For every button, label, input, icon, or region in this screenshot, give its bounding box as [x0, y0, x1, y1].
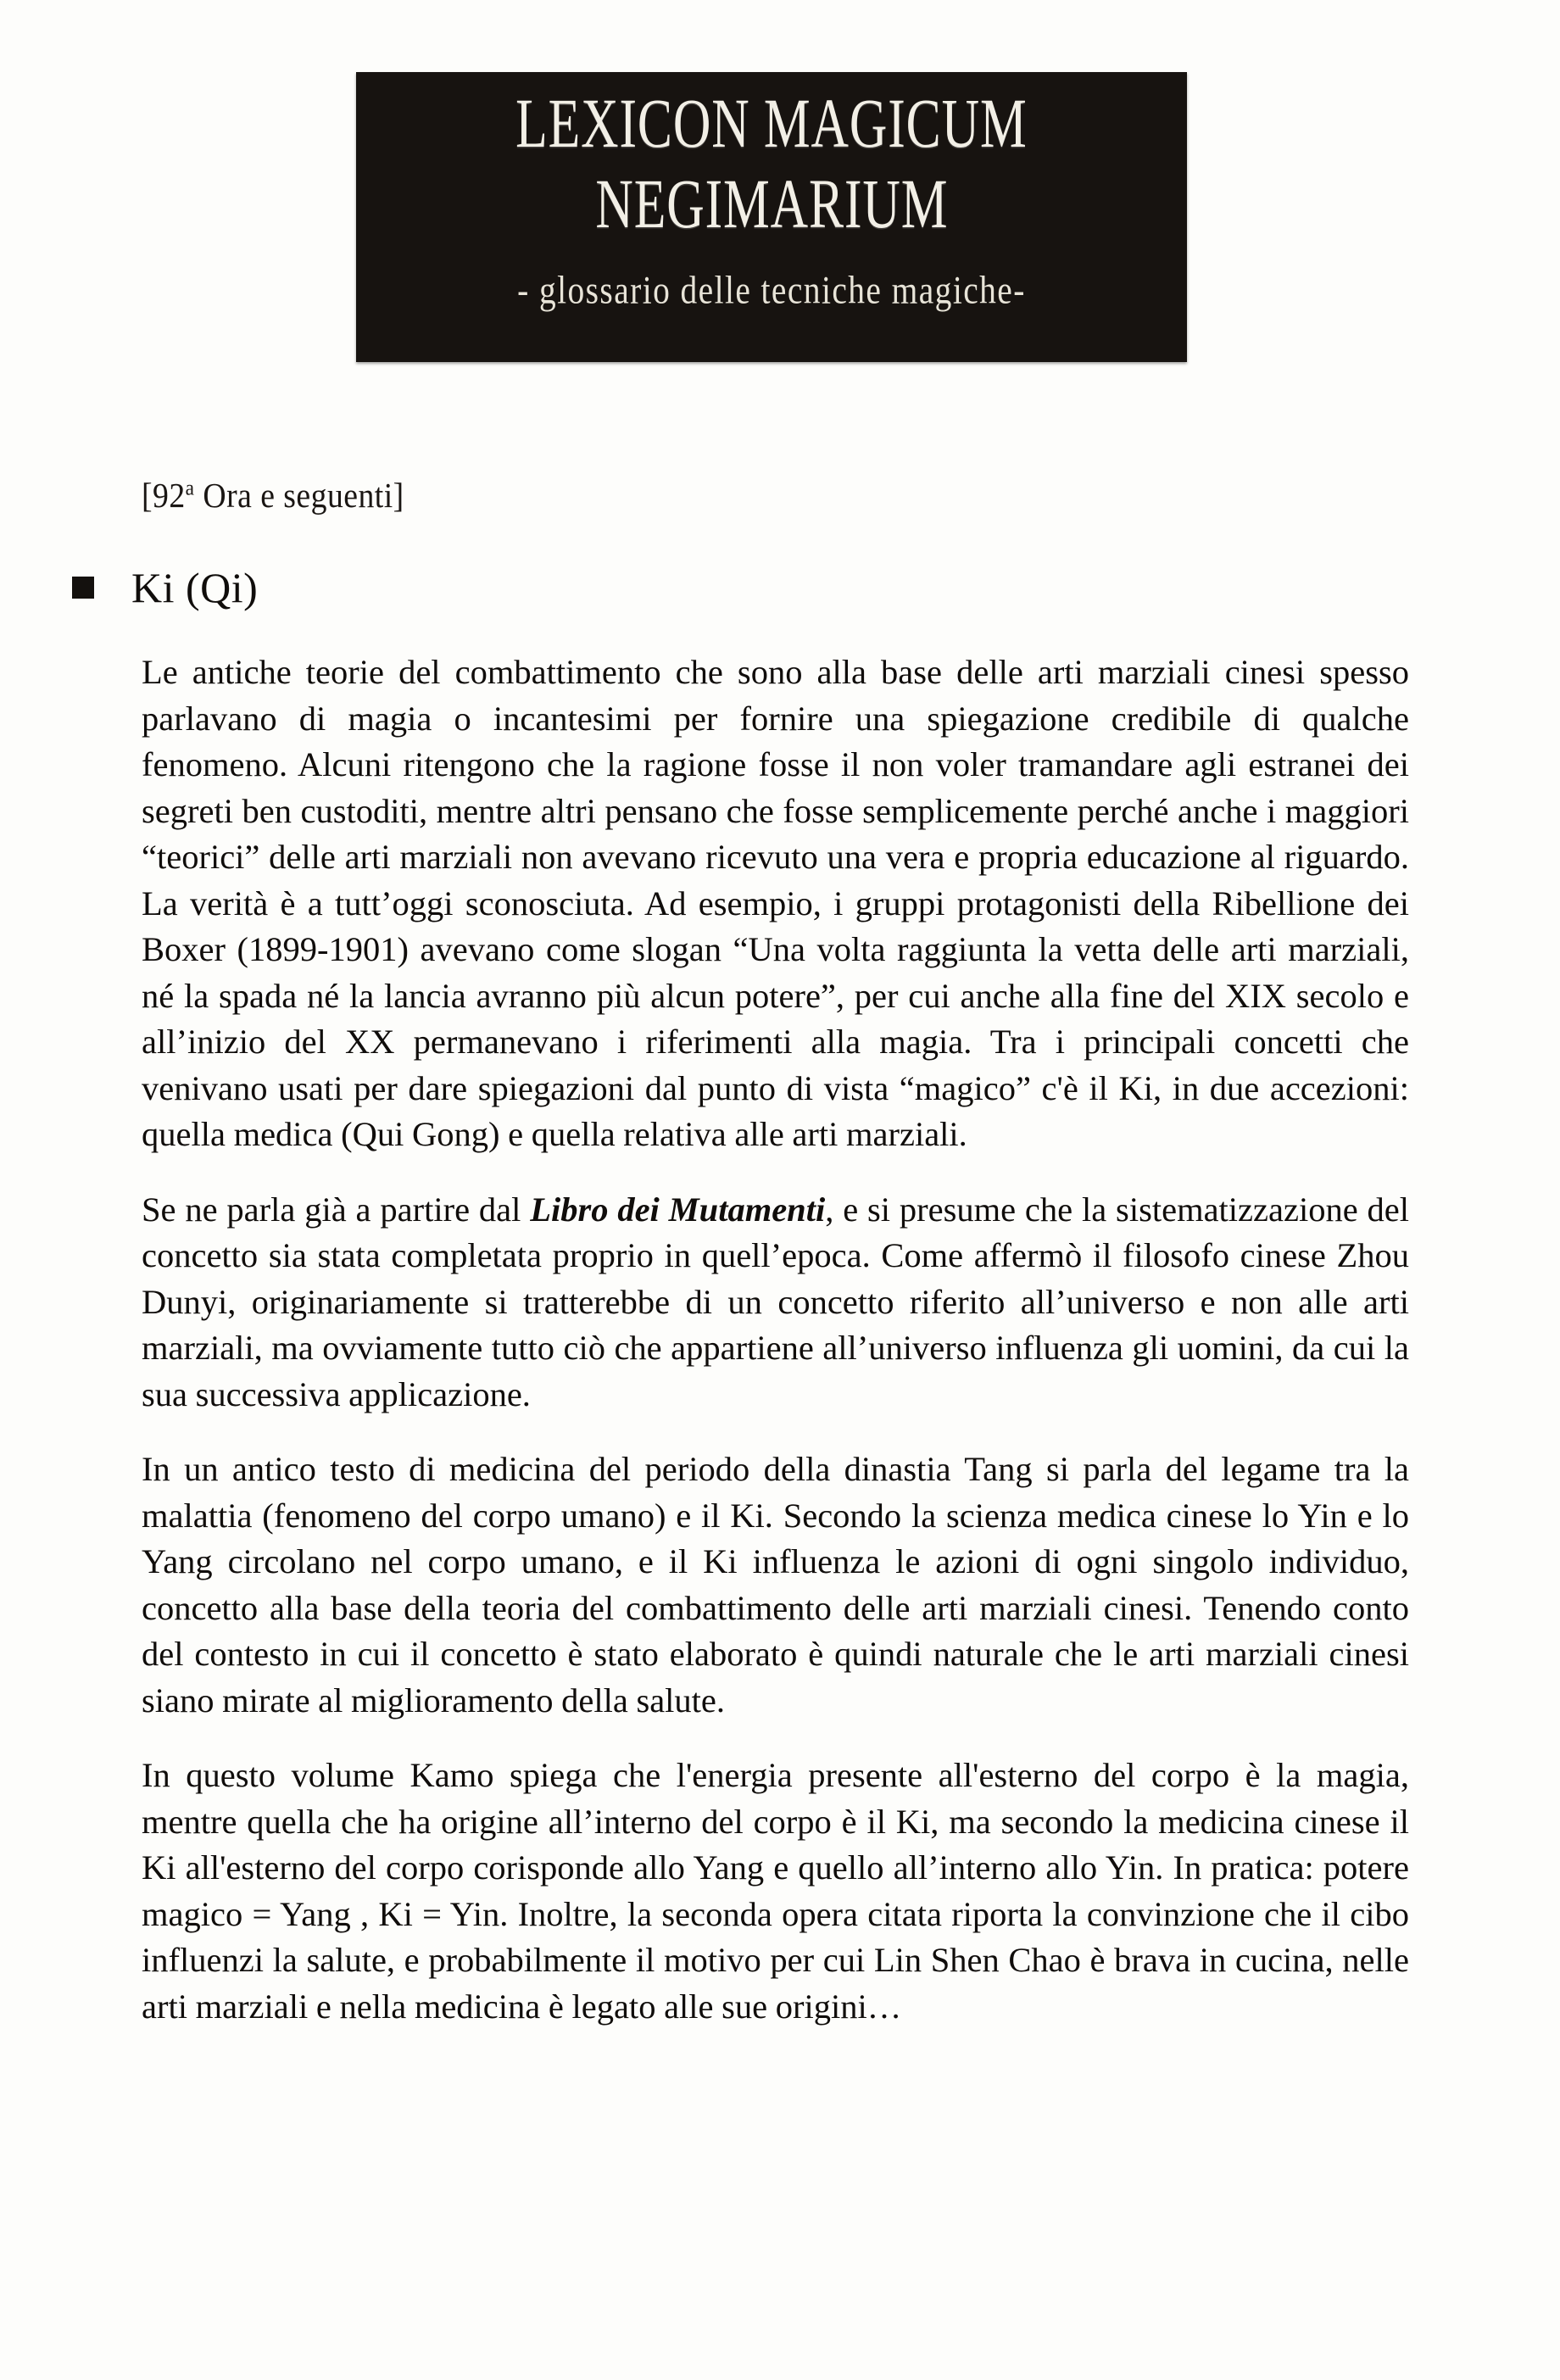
- body-paragraph: In un antico testo di medicina del periodo della dinastia Tang si parla del legame tra la malattia (fenomeno del corpo umano) e il Ki. Secondo la scienza medica cinese lo Yin e lo Yang circolano nel corpo umano, e il Ki influenza le azioni di ogni singolo individuo, concetto alla base della teoria del combattimento delle arti marziali cinesi. Tenendo conto del contesto in cui il concetto è stato elaborato è quindi naturale che le arti marziali cinesi siano mirate al miglioramento della salute.: [142, 1450, 1409, 1720]
- entry-heading: [72, 563, 1409, 612]
- page-content: [131, 475, 1410, 2030]
- section-reference-prefix: [92: [142, 476, 186, 515]
- section-reference-suffix: Ora e seguenti]: [194, 476, 404, 515]
- section-reference: [142, 475, 1307, 516]
- banner-title-line-1: LEXICON MAGICUM: [515, 86, 1028, 163]
- banner-subtitle: - glossario delle tecniche magiche-: [517, 269, 1026, 313]
- title-banner: [356, 72, 1187, 362]
- book-title-emphasis: Libro dei Mutamenti: [530, 1190, 826, 1229]
- black-square-bullet-icon: [72, 577, 94, 599]
- body-paragraph: Se ne parla già a partire dal Libro dei Mutamenti, e si presume che la sistematizzazione del concetto sia stata completata proprio in quell’epoca. Come affermò il filosofo cinese Zhou Dunyi, originariamente si tratterebbe di un concetto riferito all’universo e non alle arti marziali, ma ovviamente tutto ciò che appartiene all’universo influenza gli uomini, da cui la sua successiva applicazione.: [142, 1190, 1410, 1413]
- body-paragraph: Le antiche teorie del combattimento che sono alla base delle arti marziali cinesi spesso parlavano di magia o incantesimi per fornire una spiegazione credibile di qualche fenomeno. Alcuni ritengono che la ragione fosse il non voler tramandare agli estranei dei segreti ben custoditi, mentre altri pensano che fosse semplicemente perché anche i maggiori “teorici” delle arti marziali non avevano ricevuto una vera e propria educazione al riguardo. La verità è a tutt’oggi sconosciuta. Ad esempio, i gruppi protagonisti della Ribellione dei Boxer (1899-1901) avevano come slogan “Una volta raggiunta la vetta delle arti marziali, né la spada né la lancia avranno più alcun potere”, per cui anche alla fine del XIX secolo e all’inizio del XX permanevano i riferimenti alla magia. Tra i principali concetti che venivano usati per dare spiegazioni dal punto di vista “magico” c'è il Ki, in due accezioni: quella medica (Qui Gong) e quella relativa alle arti marziali.: [142, 653, 1409, 1153]
- body-paragraph: In questo volume Kamo spiega che l'energia presente all'esterno del corpo è la magia, mentre quella che ha origine all’interno del corpo è il Ki, ma secondo la medicina cinese il Ki all'esterno del corpo corisponde allo Yang e quello all’interno allo Yin. In pratica: potere magico = Yang , Ki = Yin. Inoltre, la seconda opera citata riporta la convinzione che il cibo influenzi la salute, e probabilmente il motivo per cui Lin Shen Chao è brava in cucina, nelle arti marziali e nella medicina è legato alle sue origini…: [142, 1756, 1409, 2026]
- paragraph-container: [142, 649, 1409, 2030]
- page-title: Ki (Qi): [131, 564, 259, 611]
- section-reference-ordinal: a: [185, 476, 195, 500]
- banner-title-line-2: NEGIMARIUM: [594, 165, 949, 243]
